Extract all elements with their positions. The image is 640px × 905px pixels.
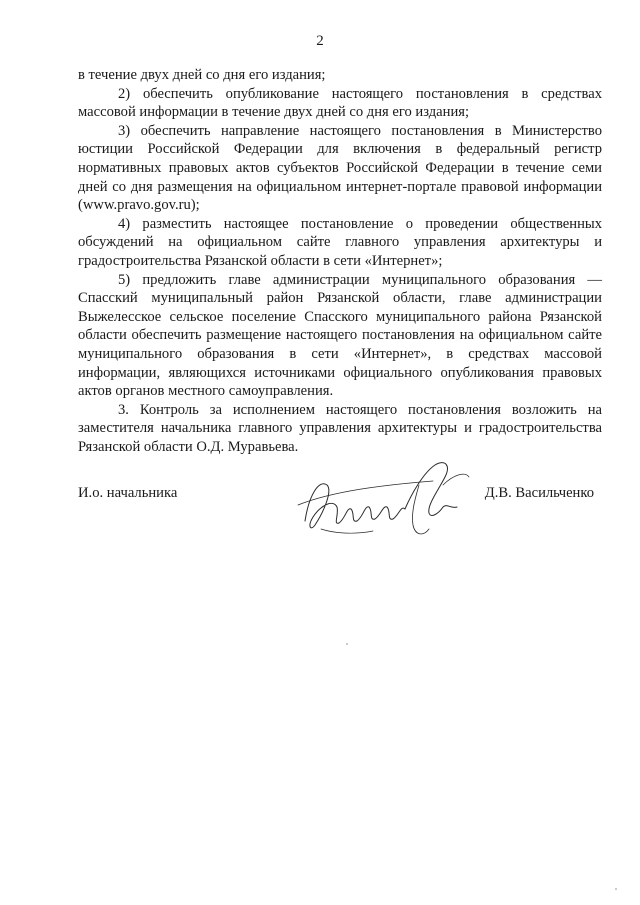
signatory-name: Д.В. Васильченко [484,485,594,501]
page-number: 2 [316,33,324,49]
handwritten-signature [293,455,478,543]
paragraph-clause-3: 3. Контроль за исполнением настоящего постановления возложить на заместителя начальника главного управления архитектуры и градостроительства Рязанской области О.Д. Муравьева. [78,401,602,455]
signature-block [78,455,602,545]
paragraph-item-2: 2) обеспечить опубликование настоящего постановления в средствах массовой информации в течение двух дней со дня его издания; [78,85,602,121]
paragraph-item-4: 4) разместить настоящее постановление о проведении общественных обсуждений на официальном сайте главного управления архитектуры и градостроительства Рязанской области в сети «Интернет»; [78,215,602,269]
signatory-role: И.о. начальника [78,485,178,501]
document-body [78,66,602,456]
paragraph-item-3: 3) обеспечить направление настоящего постановления в Министерство юстиции Российской Федерации для включения в федеральный регистр нормативных правовых актов субъектов Российской Федерации в течение семи дней со дня размещения на официальном интернет-портале правовой информации (www.pravo.gov.ru); [78,122,602,214]
paragraph-continuation: в течение двух дней со дня его издания; [78,67,326,83]
scan-speck [615,888,617,890]
scan-speck [346,643,348,645]
paragraph-item-5: 5) предложить главе администрации муниципального образования — Спасский муниципальный район Рязанской области, главе администрации Выжелесское сельское поселение Спасского муниципального района Рязанской области обеспечить размещение настоящего постановления на официальном сайте муниципального образования в сети «Интернет», в средствах массовой информации, являющихся источниками официального опубликования правовых актов органов местного самоуправления. [78,271,602,400]
